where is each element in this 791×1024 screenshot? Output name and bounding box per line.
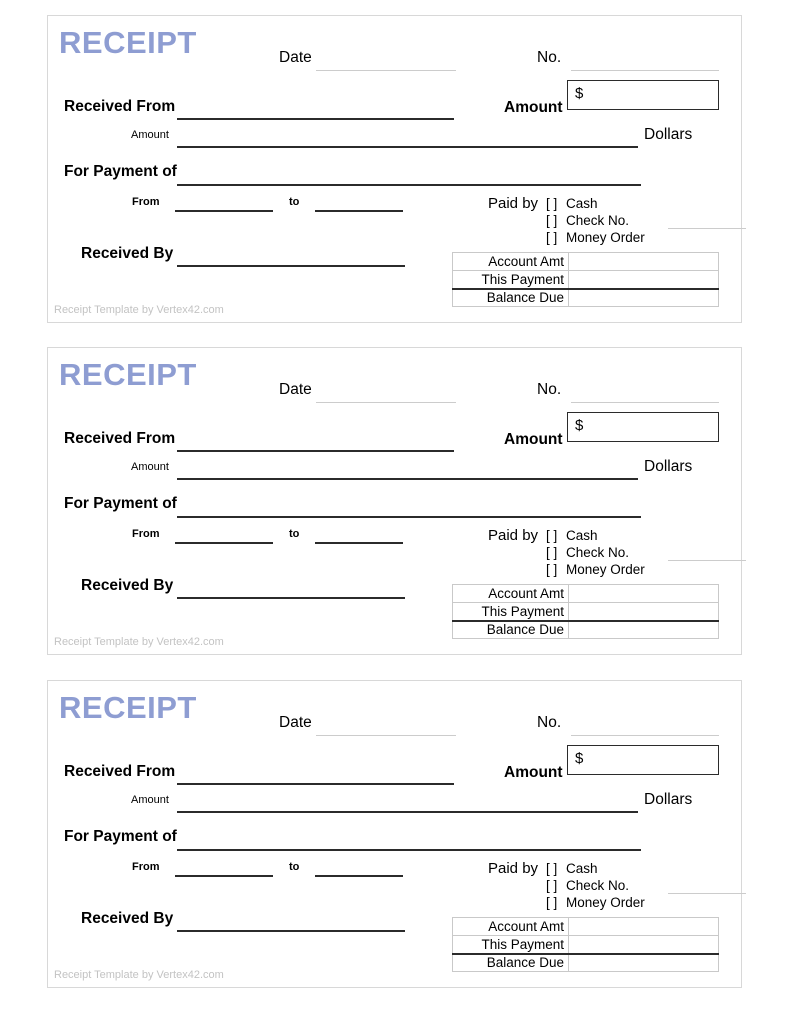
received-from-label: Received From (64, 763, 176, 780)
period-to-input[interactable] (315, 542, 403, 544)
totals-label-account-amt: Account Amt (453, 253, 569, 271)
totals-label-account-amt: Account Amt (453, 585, 569, 603)
receipt-card-3 (47, 680, 742, 988)
for-payment-of-input[interactable] (177, 849, 641, 851)
period-to-label: to (289, 861, 300, 873)
receipt-title: RECEIPT (59, 25, 197, 60)
totals-value-account-amt[interactable] (569, 585, 719, 603)
received-by-input[interactable] (177, 597, 405, 599)
period-to-label: to (289, 196, 300, 208)
date-label: Date (279, 49, 312, 66)
checkbox-check[interactable]: [ ] (546, 213, 558, 228)
no-input[interactable] (571, 735, 719, 736)
receipt-card-2 (47, 347, 742, 655)
totals-value-account-amt[interactable] (569, 918, 719, 936)
totals-row-balance-due (453, 289, 719, 307)
payment-method-money-order[interactable] (546, 562, 645, 577)
amount-words-input[interactable] (177, 146, 638, 148)
period-from-input[interactable] (175, 210, 273, 212)
received-by-input[interactable] (177, 265, 405, 267)
period-from-input[interactable] (175, 542, 273, 544)
currency-symbol: $ (575, 85, 584, 102)
payment-method-cash[interactable] (546, 196, 598, 211)
totals-label-this-payment: This Payment (453, 936, 569, 954)
payment-method-cash[interactable] (546, 861, 598, 876)
footer-credit: Receipt Template by Vertex42.com (54, 304, 224, 316)
totals-table (452, 917, 719, 972)
payment-method-check[interactable] (546, 545, 629, 560)
totals-value-this-payment[interactable] (569, 603, 719, 621)
paid-by-label: Paid by (488, 860, 539, 877)
no-input[interactable] (571, 70, 719, 71)
received-by-label: Received By (81, 245, 174, 262)
totals-value-this-payment[interactable] (569, 271, 719, 289)
check-no-input[interactable] (668, 228, 746, 229)
period-from-label: From (132, 196, 160, 208)
totals-label-account-amt: Account Amt (453, 918, 569, 936)
amount-input[interactable] (567, 80, 719, 110)
no-input[interactable] (571, 402, 719, 403)
totals-row-account-amt (453, 918, 719, 936)
totals-row-balance-due (453, 621, 719, 639)
period-to-label: to (289, 528, 300, 540)
totals-value-balance-due[interactable] (569, 621, 719, 639)
totals-row-account-amt (453, 253, 719, 271)
totals-row-this-payment (453, 603, 719, 621)
amount-input[interactable] (567, 745, 719, 775)
totals-row-this-payment (453, 936, 719, 954)
totals-label-this-payment: This Payment (453, 603, 569, 621)
paid-by-label: Paid by (488, 527, 539, 544)
currency-symbol: $ (575, 417, 584, 434)
amount-words-input[interactable] (177, 478, 638, 480)
received-from-label: Received From (64, 430, 176, 447)
dollars-label: Dollars (644, 126, 693, 143)
amount-label: Amount (504, 99, 563, 116)
date-label: Date (279, 381, 312, 398)
date-input[interactable] (316, 735, 456, 736)
totals-value-this-payment[interactable] (569, 936, 719, 954)
payment-method-check-label: Check No. (566, 545, 630, 560)
totals-label-balance-due: Balance Due (453, 289, 569, 307)
amount-label: Amount (504, 764, 563, 781)
checkbox-money-order[interactable]: [ ] (546, 562, 558, 577)
payment-method-money-order[interactable] (546, 895, 645, 910)
payment-method-cash-label: Cash (566, 861, 598, 876)
amount-words-label: Amount (131, 794, 169, 806)
date-input[interactable] (316, 402, 456, 403)
payment-method-cash[interactable] (546, 528, 598, 543)
no-label: No. (537, 49, 562, 66)
payment-method-check-label: Check No. (566, 213, 630, 228)
dollars-label: Dollars (644, 458, 693, 475)
period-from-input[interactable] (175, 875, 273, 877)
totals-label-balance-due: Balance Due (453, 954, 569, 972)
dollars-label: Dollars (644, 791, 693, 808)
date-label: Date (279, 714, 312, 731)
for-payment-of-label: For Payment of (64, 828, 177, 845)
totals-label-balance-due: Balance Due (453, 621, 569, 639)
received-from-input[interactable] (177, 118, 454, 120)
period-from-label: From (132, 861, 160, 873)
for-payment-of-label: For Payment of (64, 495, 177, 512)
amount-words-label: Amount (131, 129, 169, 141)
check-no-input[interactable] (668, 560, 746, 561)
checkbox-money-order[interactable]: [ ] (546, 230, 558, 245)
checkbox-check[interactable]: [ ] (546, 878, 558, 893)
amount-words-input[interactable] (177, 811, 638, 813)
for-payment-of-input[interactable] (177, 516, 641, 518)
payment-method-money-order-label: Money Order (566, 230, 645, 245)
received-by-label: Received By (81, 910, 174, 927)
payment-method-money-order-label: Money Order (566, 562, 645, 577)
received-from-input[interactable] (177, 450, 454, 452)
totals-value-balance-due[interactable] (569, 954, 719, 972)
totals-label-this-payment: This Payment (453, 271, 569, 289)
totals-value-balance-due[interactable] (569, 289, 719, 307)
for-payment-of-label: For Payment of (64, 163, 177, 180)
payment-method-money-order[interactable] (546, 230, 645, 245)
totals-value-account-amt[interactable] (569, 253, 719, 271)
currency-symbol: $ (575, 750, 584, 767)
checkbox-money-order[interactable]: [ ] (546, 895, 558, 910)
footer-credit: Receipt Template by Vertex42.com (54, 636, 224, 648)
period-from-label: From (132, 528, 160, 540)
checkbox-check[interactable]: [ ] (546, 545, 558, 560)
received-by-input[interactable] (177, 930, 405, 932)
payment-method-check[interactable] (546, 213, 629, 228)
receipt-title: RECEIPT (59, 357, 197, 392)
check-no-input[interactable] (668, 893, 746, 894)
no-label: No. (537, 714, 562, 731)
no-label: No. (537, 381, 562, 398)
payment-method-money-order-label: Money Order (566, 895, 645, 910)
totals-row-balance-due (453, 954, 719, 972)
totals-table (452, 584, 719, 639)
period-to-input[interactable] (315, 875, 403, 877)
amount-words-label: Amount (131, 461, 169, 473)
checkbox-cash[interactable]: [ ] (546, 861, 558, 876)
checkbox-cash[interactable]: [ ] (546, 528, 558, 543)
amount-input[interactable] (567, 412, 719, 442)
date-input[interactable] (316, 70, 456, 71)
period-to-input[interactable] (315, 210, 403, 212)
paid-by-label: Paid by (488, 195, 539, 212)
payment-method-cash-label: Cash (566, 196, 598, 211)
payment-method-check-label: Check No. (566, 878, 630, 893)
checkbox-cash[interactable]: [ ] (546, 196, 558, 211)
received-from-input[interactable] (177, 783, 454, 785)
received-from-label: Received From (64, 98, 176, 115)
totals-table (452, 252, 719, 307)
receipt-card-1 (47, 15, 742, 323)
footer-credit: Receipt Template by Vertex42.com (54, 969, 224, 981)
for-payment-of-input[interactable] (177, 184, 641, 186)
amount-label: Amount (504, 431, 563, 448)
received-by-label: Received By (81, 577, 174, 594)
payment-method-check[interactable] (546, 878, 629, 893)
payment-method-cash-label: Cash (566, 528, 598, 543)
totals-row-this-payment (453, 271, 719, 289)
totals-row-account-amt (453, 585, 719, 603)
receipt-title: RECEIPT (59, 690, 197, 725)
